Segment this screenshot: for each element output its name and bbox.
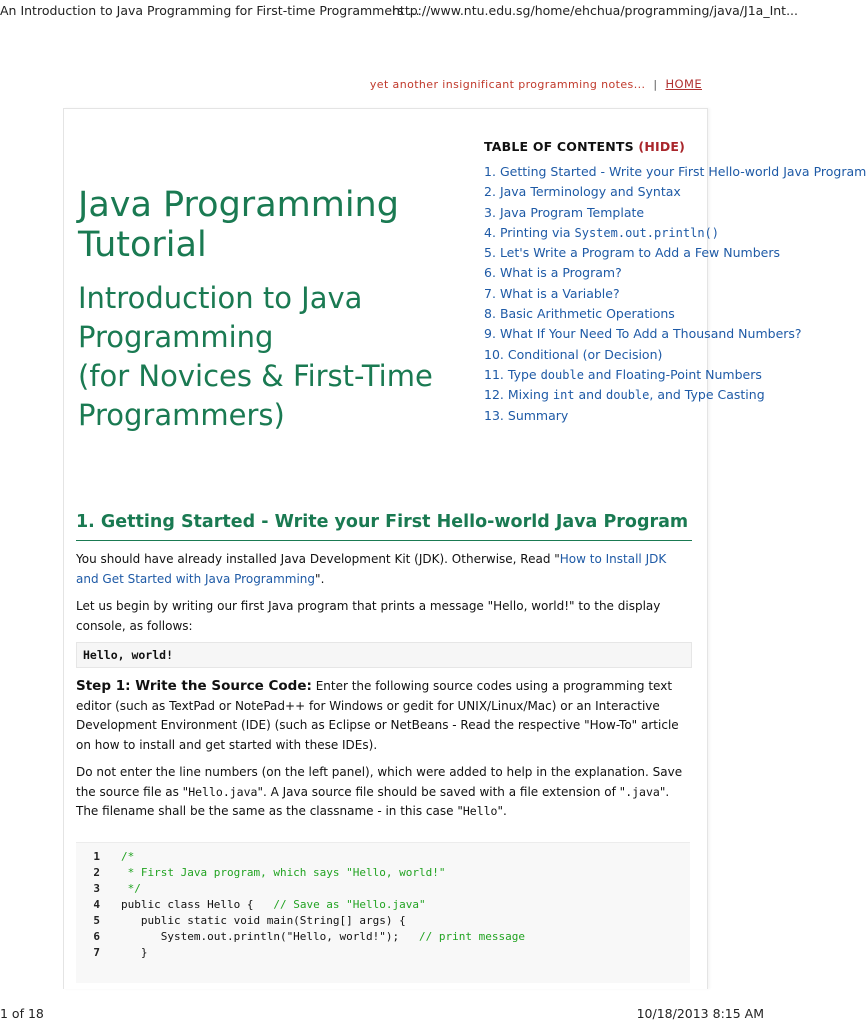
- toc-item-code: double: [606, 388, 650, 403]
- toc-item[interactable]: [484, 284, 706, 304]
- code-text: [121, 945, 148, 961]
- toc-item[interactable]: [484, 182, 706, 202]
- toc-item[interactable]: [484, 365, 762, 385]
- code-listing: [76, 842, 690, 983]
- toc-item[interactable]: [484, 223, 719, 243]
- line-number: 6: [93, 930, 100, 943]
- code-comment: // Save as "Hello.java": [273, 898, 426, 911]
- paragraph-install-jdk: [76, 550, 692, 589]
- inline-code: .java: [625, 784, 660, 799]
- paragraph-text: Do not enter the line numbers (on the left panel), which were added to help in the explanation. Save the source file as ": [76, 765, 683, 799]
- section-title: 1. Getting Started - Write your First Hello-world Java Program: [76, 510, 692, 541]
- page-title: Java Programming Tutorial: [78, 185, 399, 265]
- paragraph-text: ". A Java source file should be saved with a file extension of ": [257, 784, 626, 799]
- toc-item-number: 11.: [484, 366, 504, 382]
- toc-item-label: Java Program Template: [499, 204, 645, 220]
- toc-item[interactable]: [484, 345, 706, 365]
- paragraph-text: You should have already installed Java Development Kit (JDK). Otherwise, Read ": [76, 552, 560, 566]
- home-link[interactable]: HOME: [665, 77, 702, 91]
- nav-separator: |: [653, 78, 658, 91]
- code-text: [121, 929, 525, 945]
- print-page-url: http://www.ntu.edu.sg/home/ehchua/programming/java/J1a_Int...: [392, 3, 798, 18]
- code-comment: /*: [121, 850, 135, 863]
- code-comment: // print message: [419, 930, 525, 943]
- code-line: [76, 849, 690, 865]
- toc-item-label: Summary: [507, 407, 569, 423]
- page-counter: 1 of 18: [0, 1006, 44, 1021]
- inline-code: Hello: [462, 804, 498, 818]
- toc-item-label: What If Your Need To Add a Thousand Numbers?: [499, 326, 802, 342]
- toc-item-label: Getting Started - Write your First Hello-world Java Program: [499, 164, 866, 179]
- code-statement: System.out.println("Hello, world!");: [121, 930, 420, 943]
- print-footer: [0, 1003, 768, 1023]
- code-line: [76, 913, 690, 929]
- paragraph-text: ".: [497, 804, 507, 818]
- paragraph-text: ".: [315, 571, 325, 586]
- toc-item-code: System.out.println(): [574, 225, 719, 240]
- subtitle-line: Programmers): [78, 398, 285, 432]
- subtitle-line: (for Novices & First-Time: [78, 359, 433, 393]
- toc-item-number: 13.: [484, 407, 504, 423]
- toc-item[interactable]: [484, 203, 706, 223]
- toc-item-label: and Floating-Point Numbers: [583, 366, 762, 382]
- paragraph-text: Enter the following source codes using a programming text editor (such as TextPad or NotePad++ for Windows or gedit for UNIX/Linux/Mac) or an Interactive Development Environment (IDE) (such as Eclipse or NetBeans - Read the respective "How-To" article on how to install and get started with these IDEs).: [76, 679, 679, 752]
- line-number: 3: [93, 882, 100, 895]
- code-text: [121, 849, 134, 865]
- code-line: [76, 865, 690, 881]
- toc-item-number: 1.: [484, 164, 496, 179]
- paragraph-save-file: [76, 763, 692, 822]
- toc-item-label: Type: [507, 366, 541, 382]
- section-getting-started: [76, 510, 692, 822]
- toc-item-label: , and Type Casting: [649, 387, 765, 403]
- toc-item-label: and: [574, 387, 607, 403]
- toc-item-number: 7.: [484, 285, 496, 301]
- toc-item-label: What is a Variable?: [499, 285, 620, 301]
- toc-item-number: 5.: [484, 245, 496, 261]
- code-line: [76, 945, 690, 961]
- toc-hide-toggle[interactable]: (HIDE): [638, 139, 686, 154]
- toc-item[interactable]: [484, 385, 765, 405]
- toc-item[interactable]: [484, 243, 780, 263]
- code-text: [121, 881, 141, 897]
- subtitle-line: Introduction to Java: [78, 281, 363, 315]
- line-number: 2: [93, 866, 100, 879]
- print-header: [0, 0, 798, 22]
- toc-item[interactable]: [484, 162, 866, 182]
- toc-item-code: int: [552, 388, 575, 403]
- toc-item-number: 10.: [484, 346, 504, 362]
- toc-item-label: Java Terminology and Syntax: [499, 184, 681, 200]
- toc-item-label: Printing via: [499, 224, 575, 240]
- toc-item-number: 12.: [484, 387, 504, 403]
- toc-item-label: Basic Arithmetic Operations: [499, 306, 675, 322]
- line-number: 1: [93, 850, 100, 863]
- code-statement: public static void main(String[] args) {: [121, 914, 406, 927]
- line-number: 7: [93, 946, 100, 959]
- page-subtitle: [78, 279, 468, 435]
- toc-item[interactable]: [484, 324, 802, 344]
- line-number: 5: [93, 914, 100, 927]
- toc-item-number: 6.: [484, 265, 496, 281]
- table-of-contents: [484, 139, 866, 426]
- paragraph-step1: [76, 677, 692, 755]
- paragraph-intro: Let us begin by writing our first Java program that prints a message "Hello, world!" to the display console, as follows:: [76, 599, 661, 633]
- toc-item-label: Mixing: [507, 387, 553, 403]
- toc-item[interactable]: [484, 406, 706, 426]
- print-page-title: An Introduction to Java Programming for First-time Programmers ...: [0, 3, 420, 18]
- toc-item[interactable]: [484, 263, 706, 283]
- paragraph-text: ". The filename shall be the same as the classname - in this case ": [76, 784, 670, 818]
- step-label: Step 1: Write the Source Code:: [76, 678, 312, 694]
- code-comment: * First Java program, which says "Hello, world!": [121, 866, 446, 879]
- toc-item-label: Conditional (or Decision): [507, 346, 663, 362]
- code-line: [76, 929, 690, 945]
- code-line: [76, 881, 690, 897]
- toc-item-number: 3.: [484, 204, 496, 220]
- toc-heading-label: TABLE OF CONTENTS: [484, 139, 634, 154]
- console-output-box: Hello, world!: [76, 642, 692, 668]
- top-nav: [370, 77, 702, 91]
- toc-item-number: 4.: [484, 224, 496, 240]
- toc-item-code: double: [540, 367, 584, 382]
- toc-heading: [484, 139, 706, 154]
- site-tagline: yet another insignificant programming notes...: [369, 78, 646, 91]
- toc-item-number: 2.: [484, 184, 496, 200]
- line-number: 4: [93, 898, 100, 911]
- subtitle-line: Programming: [78, 320, 274, 354]
- page-title-block: [78, 185, 468, 435]
- code-statement: }: [121, 946, 148, 959]
- code-comment: */: [121, 882, 141, 895]
- toc-item-label: Let's Write a Program to Add a Few Numbers: [499, 245, 780, 261]
- code-statement: public class Hello {: [121, 898, 274, 911]
- inline-code: Hello.java: [188, 784, 258, 799]
- toc-item[interactable]: [484, 304, 706, 324]
- toc-list: [484, 162, 866, 426]
- code-text: [121, 913, 406, 929]
- toc-item-number: 8.: [484, 306, 496, 322]
- toc-item-label: What is a Program?: [499, 265, 622, 281]
- toc-item-number: 9.: [484, 326, 496, 342]
- code-line: [76, 897, 690, 913]
- install-jdk-link[interactable]: How to Install JDK and Get Started with Java Programming: [76, 552, 667, 586]
- print-datetime: 10/18/2013 8:15 AM: [636, 1006, 764, 1021]
- code-text: [121, 897, 426, 913]
- code-text: [121, 865, 446, 881]
